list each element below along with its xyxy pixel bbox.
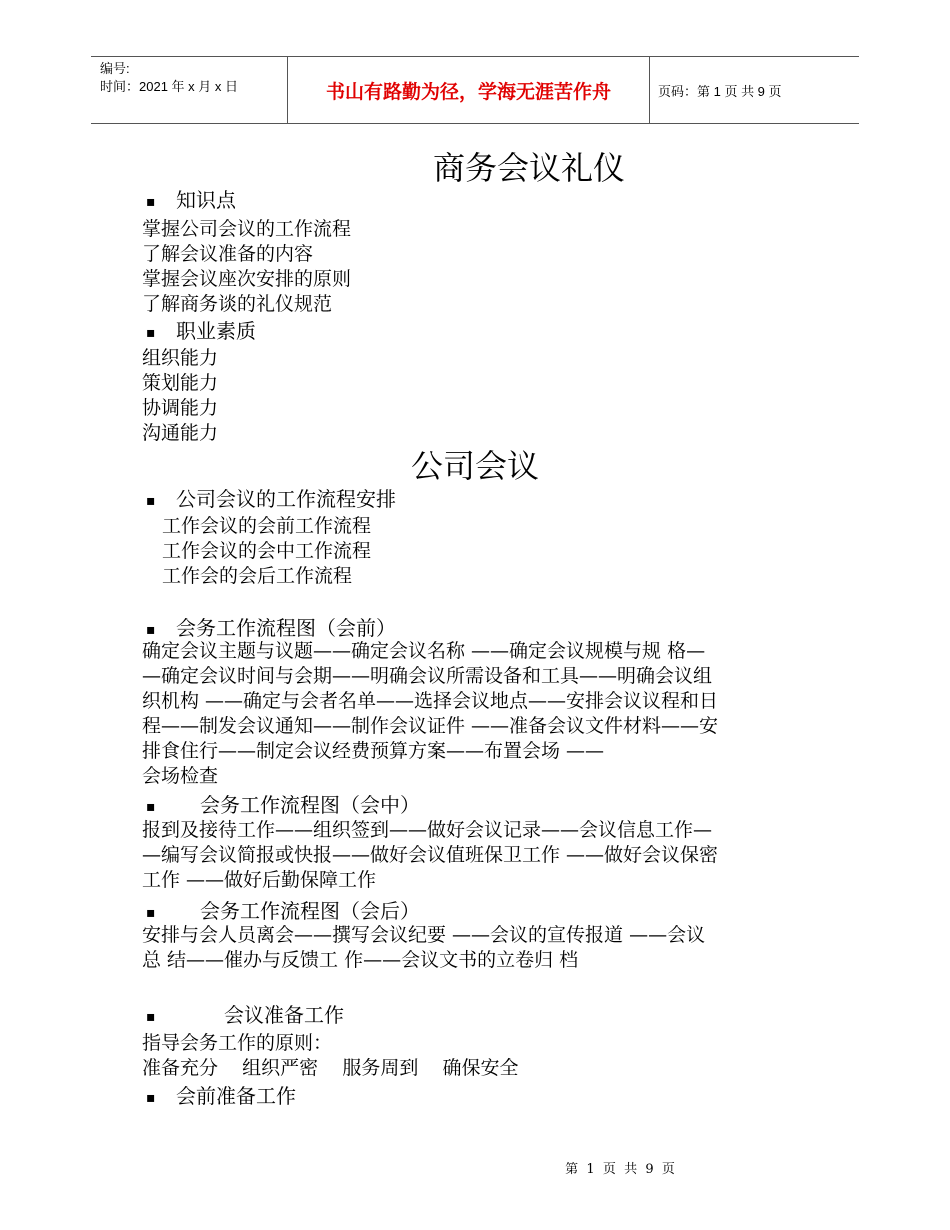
bullet-dot-icon: ▪ — [146, 492, 156, 509]
page-footer: 第 1 页 共 9 页 — [565, 1162, 675, 1177]
bullet-pre-work — [146, 1080, 296, 1109]
quality-item: 策划能力 — [142, 372, 219, 394]
principles: 准备充分 组织严密 服务周到 确保安全 — [142, 1057, 519, 1079]
after-line: 安排与会人员离会——撰写会议纪要 ——会议的宣传报道 ——会议 — [142, 924, 706, 946]
bullet-dot-icon: ▪ — [146, 621, 156, 638]
bullet-dot-icon: ▪ — [146, 324, 156, 341]
before-line: 确定会议主题与议题——确定会议名称 ——确定会议规模与规 格— — [142, 640, 706, 662]
before-line: 排食住行——制定会议经费预算方案——布置会场 —— — [142, 740, 605, 762]
bullet-text: 职业素质 — [176, 319, 256, 343]
knowledge-item: 掌握会议座次安排的原则 — [142, 268, 352, 290]
during-line: —编写会议简报或快报——做好会议值班保卫工作 ——做好会议保密 — [142, 844, 719, 866]
page-title: 商务会议礼仪 — [432, 149, 625, 187]
knowledge-item: 了解会议准备的内容 — [142, 243, 314, 265]
workflow-item: 工作会议的会前工作流程 — [162, 515, 372, 537]
knowledge-item: 掌握公司会议的工作流程 — [142, 218, 352, 240]
bullet-text: 公司会议的工作流程安排 — [176, 487, 396, 511]
bullet-text: 会前准备工作 — [176, 1084, 296, 1108]
bullet-prep — [146, 999, 344, 1028]
bullet-quality — [146, 315, 256, 344]
motto: 书山有路勤为径，学海无涯苦作舟 — [287, 57, 650, 123]
bullet-text: 会务工作流程图（会前） — [176, 616, 396, 640]
before-line: 程——制发会议通知——制作会议证件 ——准备会议文件材料——安 — [142, 715, 719, 737]
page-label: 页码：第 1 页 共 9 页 — [658, 83, 782, 99]
during-line: 报到及接待工作——组织签到——做好会议记录——会议信息工作— — [142, 819, 713, 841]
workflow-item: 工作会议的会中工作流程 — [162, 540, 372, 562]
bullet-during — [146, 789, 420, 818]
bullet-dot-icon: ▪ — [146, 904, 156, 921]
quality-item: 沟通能力 — [142, 422, 219, 444]
time-label: 时间：2021 年 x 月 x 日 — [100, 79, 238, 94]
bullet-dot-icon: ▪ — [146, 193, 156, 210]
before-line: —确定会议时间与会期——明确会议所需设备和工具——明确会议组 — [142, 665, 713, 687]
during-paragraph — [142, 818, 812, 893]
bullet-workflow — [146, 483, 396, 512]
quality-item: 协调能力 — [142, 397, 219, 419]
principle-label: 指导会务工作的原则： — [142, 1032, 333, 1054]
quality-item: 组织能力 — [142, 347, 219, 369]
workflow-item: 工作会的会后工作流程 — [162, 565, 353, 587]
knowledge-item: 了解商务谈的礼仪规范 — [142, 293, 333, 315]
bullet-dot-icon: ▪ — [146, 1008, 156, 1025]
bullet-text: 会务工作流程图（会中） — [200, 793, 420, 817]
bullet-dot-icon: ▪ — [146, 798, 156, 815]
bullet-knowledge — [146, 184, 236, 213]
bullet-text: 知识点 — [176, 188, 236, 212]
after-paragraph — [142, 923, 812, 973]
bullet-before — [146, 612, 396, 641]
after-line: 总 结——催办与反馈工 作——会议文书的立卷归 档 — [142, 949, 579, 971]
before-line: 会场检查 — [142, 765, 219, 787]
section-title: 公司会议 — [410, 447, 539, 485]
header-table — [91, 56, 859, 124]
bullet-dot-icon: ▪ — [146, 1089, 156, 1106]
bullet-text: 会议准备工作 — [224, 1003, 344, 1027]
before-paragraph — [142, 639, 812, 789]
bullet-after — [146, 895, 420, 924]
header-left-cell — [91, 57, 287, 123]
before-line: 织机构 ——确定与会者名单——选择会议地点——安排会议议程和日 — [142, 690, 719, 712]
during-line: 工作 ——做好后勤保障工作 — [142, 869, 377, 891]
bullet-text: 会务工作流程图（会后） — [200, 899, 420, 923]
number-label: 编号: — [100, 61, 130, 76]
